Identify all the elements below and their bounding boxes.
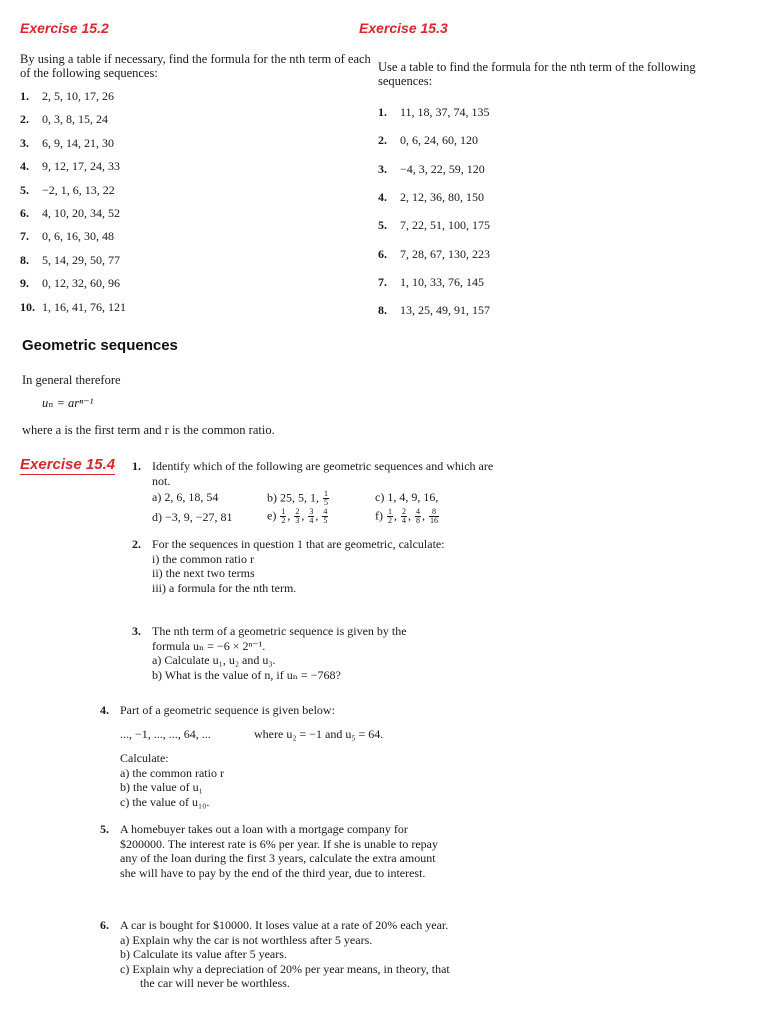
question-3-formula: formula uₙ = −6 × 2ⁿ⁻¹. <box>152 638 266 653</box>
list-item <box>378 247 490 262</box>
list-item <box>20 253 120 268</box>
item-number: 1. <box>378 105 387 119</box>
q1-part-d: d) −3, 9, −27, 81 <box>152 510 233 524</box>
sequence-text: 0, 6, 24, 60, 120 <box>400 133 478 148</box>
item-number: 6. <box>378 246 387 261</box>
q1-part-e-fraction: $\frac{2}{3}$ <box>295 507 300 525</box>
question-2-number: 2. <box>132 537 141 551</box>
question-6-number: 6. <box>100 918 109 932</box>
q1-part-e-label: e) <box>267 508 277 523</box>
q1-part-a: a) 2, 6, 18, 54 <box>152 490 219 504</box>
q6-part-c: c) Explain why a depreciation of 20% per year means, in theory, that the car will never be worthless. <box>120 961 450 990</box>
q4-calculate-label: Calculate: <box>120 751 169 765</box>
sequence-text: 6, 9, 14, 21, 30 <box>42 135 114 150</box>
sequence-text: 7, 22, 51, 100, 175 <box>400 218 490 233</box>
list-item <box>378 303 490 318</box>
q2-part-iii: iii) a formula for the nth term. <box>152 580 297 595</box>
general-formula: uₙ = arⁿ⁻¹ <box>42 396 94 410</box>
question-3-number: 3. <box>132 624 141 638</box>
list-item <box>20 112 108 127</box>
q4-sequence: ..., −1, ..., ..., 64, ... <box>120 727 211 741</box>
q3-part-b: b) What is the value of n, if uₙ = −768? <box>152 667 341 682</box>
item-number: 5. <box>378 218 387 233</box>
q1-part-b-fraction: $\frac{1}{5}$ <box>324 489 328 507</box>
q1-part-c: c) 1, 4, 9, 16, <box>375 490 439 504</box>
q4-parts <box>120 751 420 809</box>
item-number: 8. <box>20 252 29 267</box>
item-number: 6. <box>20 206 29 220</box>
q4-part-a: a) the common ratio r <box>120 765 224 780</box>
question-4 <box>100 703 440 718</box>
sequence-text: 0, 3, 8, 15, 24 <box>42 112 108 127</box>
sequence-text: 5, 14, 29, 50, 77 <box>42 252 120 267</box>
sequence-text: 11, 18, 37, 74, 135 <box>400 105 490 119</box>
question-6-text: A car is bought for $10000. It loses value at a rate of 20% each year. <box>120 918 449 932</box>
list-item <box>378 105 490 120</box>
q4-part-c: c) the value of u₁₀. <box>120 794 210 809</box>
item-number: 4. <box>378 189 387 204</box>
q1-part-f-fraction: $\frac{4}{8}$ <box>416 507 420 525</box>
q6-part-b: b) Calculate its value after 5 years. <box>120 947 287 961</box>
question-6 <box>100 918 455 991</box>
q1-part-e: e) $\frac{1}{2}$ , $\frac{2}{3}$ , $\frac{3}{4}$ , $\frac{4}{5}$ <box>267 507 328 525</box>
q3-part-a: a) Calculate u₁, u₂ and u₃. <box>152 653 276 667</box>
list-item <box>378 218 490 233</box>
question-1-number: 1. <box>132 459 141 473</box>
q1-part-e-fraction: $\frac{4}{5}$ <box>323 507 328 525</box>
q1-part-e-fraction: $\frac{3}{4}$ <box>309 507 314 525</box>
list-item <box>20 206 120 221</box>
item-number: 3. <box>20 135 29 150</box>
where-text: where a is the first term and r is the common ratio. <box>22 423 275 437</box>
list-item <box>20 136 114 151</box>
q1-part-f: f) $\frac{1}{2}$ , $\frac{2}{4}$ , $\frac{4}{8}$ , $\frac{8}{16}$ <box>375 507 438 525</box>
q6-part-a: a) Explain why the car is not worthless after 5 years. <box>120 932 373 947</box>
q4-part-b: b) the value of u₁ <box>120 780 203 794</box>
question-1 <box>132 459 497 488</box>
question-2 <box>132 537 452 595</box>
sequence-text: 2, 5, 10, 17, 26 <box>42 89 114 103</box>
section-heading: Geometric sequences <box>22 337 178 354</box>
q1-part-f-fraction: $\frac{1}{2}$ <box>388 507 392 525</box>
question-4-number: 4. <box>100 703 109 717</box>
item-number: 7. <box>20 229 29 244</box>
sequence-text: 13, 25, 49, 91, 157 <box>400 303 490 318</box>
item-number: 3. <box>378 161 387 176</box>
item-number: 2. <box>378 133 387 148</box>
item-number: 9. <box>20 276 29 291</box>
item-number: 7. <box>378 274 387 289</box>
q4-where: where u₂ = −1 and u₅ = 64. <box>254 727 384 741</box>
sequence-text: −4, 3, 22, 59, 120 <box>400 161 485 176</box>
q1-part-f-fraction: $\frac{2}{4}$ <box>402 507 406 525</box>
q1-part-f-label: f) <box>375 508 383 523</box>
list-item <box>20 276 120 291</box>
list-item <box>378 275 484 290</box>
question-3 <box>132 624 462 682</box>
q2-part-i: i) the common ratio r <box>152 551 254 566</box>
q1-part-f-fraction: $\frac{8}{16}$ <box>430 507 438 525</box>
list-item <box>20 183 115 198</box>
list-item <box>20 89 114 104</box>
exercise-15-3-title: Exercise 15.3 <box>359 20 448 36</box>
question-5-text: A homebuyer takes out a loan with a mortgage company for $200000. The interest rate is 6% per year. If she is unable to repay any of the loan during the first 3 years, calculate the extra amount she will have to pay by the end of the third year, due to interest. <box>120 822 439 880</box>
sequence-text: 0, 12, 32, 60, 96 <box>42 276 120 291</box>
sequence-text: 4, 10, 20, 34, 52 <box>42 206 120 220</box>
exercise-15-2-intro: By using a table if necessary, find the formula for the nth term of each of the following sequences: <box>20 52 371 80</box>
list-item <box>20 229 114 244</box>
question-4-text: Part of a geometric sequence is given below: <box>120 703 335 717</box>
list-item <box>378 133 478 148</box>
sequence-text: 9, 12, 17, 24, 33 <box>42 159 120 174</box>
item-number: 4. <box>20 159 29 174</box>
sequence-text: −2, 1, 6, 13, 22 <box>42 182 115 197</box>
question-1-text: Identify which of the following are geometric sequences and which are not. <box>152 459 494 488</box>
item-number: 10. <box>20 299 35 314</box>
q1-part-e-fraction: $\frac{1}{2}$ <box>281 507 286 525</box>
general-text: In general therefore <box>22 373 121 387</box>
question-3-text-line1: The nth term of a geometric sequence is given by the <box>152 624 407 638</box>
list-item <box>378 190 484 205</box>
sequence-text: 7, 28, 67, 130, 223 <box>400 246 490 261</box>
question-5 <box>100 822 450 880</box>
sequence-text: 1, 16, 41, 76, 121 <box>42 299 126 314</box>
item-number: 5. <box>20 182 29 197</box>
exercise-15-2-title: Exercise 15.2 <box>20 20 109 36</box>
q1-part-b <box>267 490 330 507</box>
list-item <box>378 162 485 177</box>
question-2-text: For the sequences in question 1 that are geometric, calculate: <box>152 537 445 551</box>
sequence-text: 2, 12, 36, 80, 150 <box>400 189 484 204</box>
list-item <box>20 300 126 315</box>
q2-part-ii: ii) the next two terms <box>152 566 255 580</box>
list-item <box>20 159 120 174</box>
sequence-text: 0, 6, 16, 30, 48 <box>42 229 114 244</box>
q1-part-b-text: b) 25, 5, 1, <box>267 490 319 505</box>
item-number: 2. <box>20 112 29 127</box>
sequence-text: 1, 10, 33, 76, 145 <box>400 274 484 289</box>
question-5-number: 5. <box>100 822 109 836</box>
item-number: 8. <box>378 303 387 318</box>
exercise-15-3-intro: Use a table to find the formula for the nth term of the following sequences: <box>378 60 696 88</box>
exercise-15-4-title: Exercise 15.4 <box>20 456 116 473</box>
item-number: 1. <box>20 89 29 103</box>
